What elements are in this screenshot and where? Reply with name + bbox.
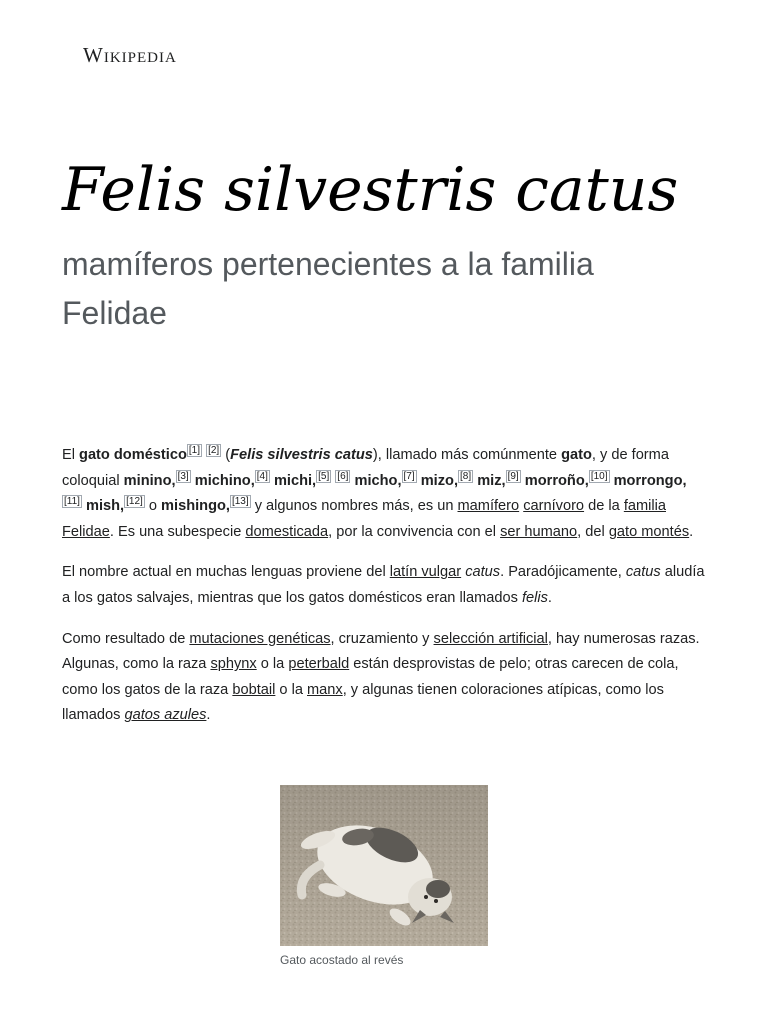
reference-link[interactable]: [11] (64, 496, 80, 508)
bold-term: mish, (86, 498, 125, 515)
italic-term: catus (465, 564, 501, 581)
reference-link[interactable]: [6] (337, 470, 349, 482)
paragraph-intro (62, 443, 706, 545)
bold-term: miz, (477, 472, 506, 489)
link-mamifero[interactable]: mamífero (457, 498, 520, 515)
link-latin-vulgar[interactable]: latín vulgar (389, 564, 462, 581)
text: ( (221, 447, 231, 463)
link-seleccion-artificial[interactable]: selección artificial (433, 630, 548, 647)
reference-link[interactable]: [4] (256, 470, 268, 482)
text: , y algunas tienen coloraciones atípicas, como los llamados (62, 681, 664, 724)
bold-term: gato doméstico (79, 447, 187, 463)
page-title: Felis silvestris catus (62, 155, 679, 225)
reference-1[interactable] (187, 444, 202, 457)
reference-7[interactable] (402, 470, 417, 483)
reference-13[interactable] (230, 495, 251, 508)
article-body (62, 443, 706, 744)
text: . Paradójicamente, (500, 564, 626, 581)
reference-11[interactable] (62, 495, 82, 508)
wikipedia-logo[interactable]: Wikipedia (83, 43, 177, 67)
paragraph-breeds (62, 627, 706, 729)
reference-link[interactable]: [3] (177, 470, 189, 482)
text: están desprovistas de pelo; otras carecen de cola, como los gatos de la raza (62, 656, 679, 698)
bold-term: michi, (273, 472, 317, 489)
text: El (62, 447, 80, 463)
link-sphynx[interactable]: sphynx (210, 656, 257, 673)
link-carnivoro[interactable]: carnívoro (523, 498, 585, 515)
text: . Es una subespecie (109, 523, 246, 540)
text: y algunos nombres más, es un (250, 498, 458, 515)
reference-link[interactable]: [5] (318, 470, 330, 482)
text: o la (275, 681, 308, 698)
reference-2[interactable] (206, 444, 221, 457)
link-domesticada[interactable]: domesticada (245, 523, 329, 540)
figure-cat (280, 785, 488, 968)
italic-term: felis (521, 589, 548, 606)
reference-link[interactable]: [12] (126, 496, 143, 508)
reference-8[interactable] (458, 470, 473, 483)
link-gatos-azules[interactable]: gatos azules (124, 707, 207, 724)
text: , del (577, 523, 609, 540)
text: ), llamado más comúnmente (372, 447, 562, 463)
text: El nombre actual en muchas lenguas proviene del (62, 564, 390, 581)
link-peterbald[interactable]: peterbald (288, 656, 350, 673)
reference-10[interactable] (589, 470, 610, 483)
reference-link[interactable]: [10] (590, 470, 608, 482)
italic-term: catus (625, 564, 661, 581)
reference-link[interactable]: [8] (460, 470, 472, 482)
reference-link[interactable]: [9] (507, 470, 519, 482)
bold-term: minino, (123, 472, 176, 489)
reference-link[interactable]: [1] (188, 445, 200, 457)
reference-9[interactable] (506, 470, 521, 483)
bold-term: morroño, (524, 472, 589, 489)
text: . (689, 523, 694, 540)
text: o la (256, 656, 289, 673)
bold-term: michino, (194, 472, 255, 489)
reference-link[interactable]: [7] (403, 470, 415, 482)
link-bobtail[interactable]: bobtail (232, 681, 276, 698)
link-mutaciones-geneticas[interactable]: mutaciones genéticas (189, 630, 331, 647)
link-familia-felidae[interactable]: familia Felidae (62, 498, 666, 540)
bold-term: gato (561, 447, 592, 463)
page-subtitle: mamíferos pertenecientes a la familia Felidae (62, 246, 594, 331)
text: . (547, 589, 552, 606)
text: , cruzamiento y (330, 630, 434, 647)
reference-4[interactable] (255, 470, 270, 483)
link-gato-montes[interactable]: gato montés (608, 523, 690, 540)
reference-link[interactable]: [2] (208, 445, 220, 457)
link-manx[interactable]: manx (307, 681, 343, 698)
text: de la (584, 498, 624, 515)
bold-term: mishingo, (161, 498, 230, 515)
paragraph-name (62, 560, 706, 611)
text: , y de forma coloquial (62, 447, 669, 489)
text: o (144, 498, 162, 515)
reference-3[interactable] (176, 470, 191, 483)
link-ser-humano[interactable]: ser humano (500, 523, 578, 540)
reference-12[interactable] (124, 495, 145, 508)
reference-link[interactable]: [13] (231, 496, 249, 508)
reference-6[interactable] (335, 470, 350, 483)
text: , por la convivencia con el (328, 523, 501, 540)
bold-term: micho, (354, 472, 402, 489)
bold-term: mizo, (420, 472, 458, 489)
text: aludía a los gatos salvajes, mientras que los gatos domésticos eran llamados (62, 564, 705, 606)
text: Como resultado de (62, 630, 190, 647)
reference-5[interactable] (316, 470, 331, 483)
text: , hay numerosas razas. Algunas, como la raza (62, 630, 700, 673)
bold-term: morrongo, (613, 472, 687, 489)
figure-caption: Gato acostado al revés (280, 953, 404, 967)
text: . (206, 707, 211, 724)
cat-photo[interactable] (280, 785, 488, 946)
bold-italic-term: Felis silvestris catus (230, 447, 373, 463)
